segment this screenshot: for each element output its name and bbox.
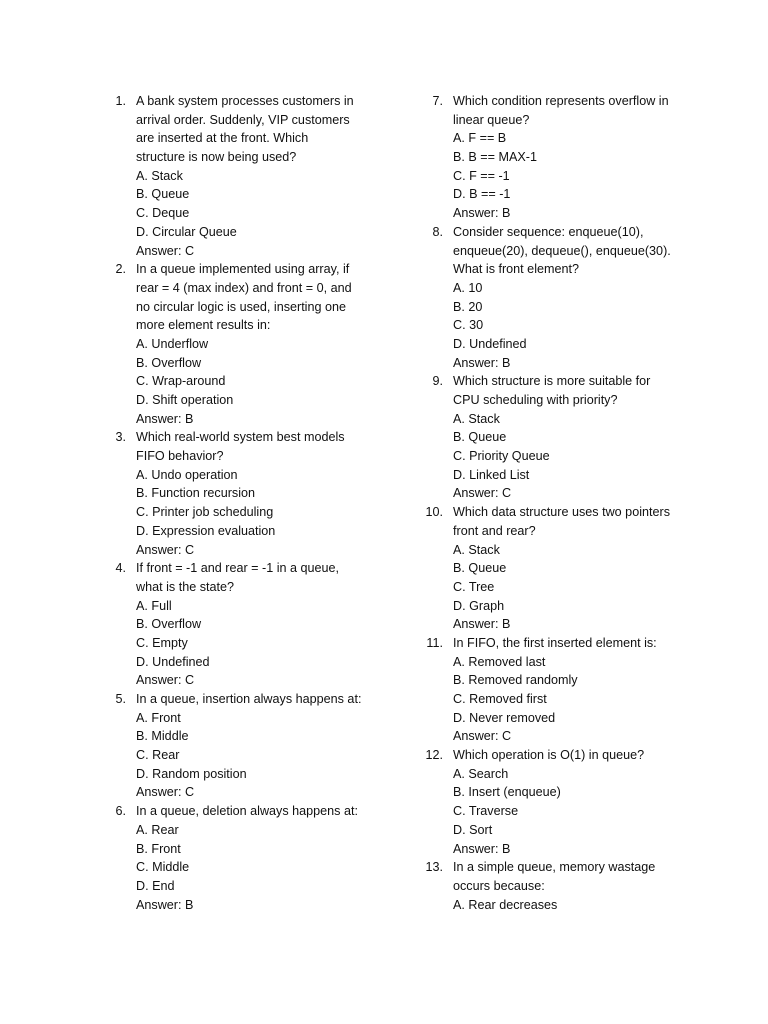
question-item [421, 634, 721, 746]
question-number: 7. [432, 94, 443, 108]
question-text-line [421, 92, 721, 111]
answer-option: C. Rear [136, 748, 180, 763]
question-number: 6. [115, 804, 126, 819]
answer-option: A. Undo operation [136, 467, 238, 482]
question-text-line [104, 298, 404, 317]
question-text: structure is now being used? [136, 150, 297, 165]
answer-option: C. F == -1 [453, 168, 510, 183]
question-text: more element results in: [136, 318, 271, 333]
question-item [104, 260, 404, 428]
question-text-line [421, 877, 721, 896]
question-item [421, 223, 721, 373]
question-text: arrival order. Suddenly, VIP customers [136, 112, 350, 127]
question-text: In a queue, deletion always happens at: [136, 804, 358, 819]
question-text: Which real-world system best models [136, 430, 345, 445]
question-number: 8. [432, 224, 443, 239]
answer-option: C. Priority Queue [453, 449, 550, 464]
answer-option: A. 10 [453, 280, 483, 295]
question-text-line [104, 148, 404, 167]
answer-option: B. Insert (enqueue) [453, 785, 561, 800]
question-number: 3. [115, 430, 126, 445]
question-text-line [104, 559, 404, 578]
question-text-line [104, 447, 404, 466]
question-text: In a queue, insertion always happens at: [136, 692, 362, 706]
question-text: occurs because: [453, 878, 545, 893]
answer-option: D. Undefined [453, 336, 527, 351]
question-text: front and rear? [453, 523, 536, 538]
question-text-line [104, 129, 404, 148]
correct-answer: Answer: B [453, 841, 511, 856]
answer-option: D. Circular Queue [136, 224, 237, 239]
answer-option: B. Function recursion [136, 486, 255, 501]
answer-option: C. Printer job scheduling [136, 505, 274, 520]
question-number: 11. [426, 635, 443, 650]
answer-option: C. Removed first [453, 692, 547, 706]
question-text-line [104, 279, 404, 298]
answer-option: B. Queue [453, 430, 507, 445]
question-item [104, 690, 404, 802]
answer-option: A. Search [453, 766, 509, 781]
correct-answer: Answer: B [453, 355, 511, 370]
right-column [421, 92, 721, 914]
answer-option: A. Underflow [136, 336, 209, 351]
answer-option: A. F == B [453, 131, 507, 146]
question-item [104, 559, 404, 690]
question-number: 10. [425, 505, 443, 520]
left-column [104, 92, 404, 914]
answer-option: C. Middle [136, 860, 190, 875]
question-text-line [421, 372, 721, 391]
correct-answer: Answer: C [136, 785, 195, 800]
question-text-line [104, 260, 404, 279]
answer-option: B. Overflow [136, 617, 202, 632]
question-text: Which structure is more suitable for [453, 374, 651, 389]
question-number: 4. [115, 561, 126, 576]
question-text-line [421, 111, 721, 130]
question-text: no circular logic is used, inserting one [136, 299, 347, 314]
question-text: FIFO behavior? [136, 449, 224, 464]
question-text: CPU scheduling with priority? [453, 393, 618, 407]
question-text: are inserted at the front. Which [136, 131, 309, 146]
question-text-line [104, 316, 404, 335]
answer-option: D. Shift operation [136, 393, 234, 407]
answer-option: D. Undefined [136, 654, 210, 669]
question-text: enqueue(20), dequeue(), enqueue(30). [453, 243, 671, 258]
answer-option: B. Overflow [136, 355, 202, 370]
answer-option: A. Stack [136, 168, 183, 183]
question-text-line [104, 802, 404, 821]
answer-option: B. B == MAX-1 [453, 150, 537, 165]
answer-option: B. Removed randomly [453, 673, 578, 688]
question-text: Which operation is O(1) in queue? [453, 748, 645, 763]
correct-answer: Answer: C [136, 243, 195, 258]
answer-option: A. Full [136, 598, 172, 613]
answer-option: A. Stack [453, 542, 500, 557]
answer-option: D. Graph [453, 598, 505, 613]
answer-option: C. Tree [453, 579, 495, 594]
question-text: Which data structure uses two pointers [453, 505, 670, 520]
answer-option: D. Sort [453, 822, 493, 837]
question-item [104, 802, 404, 914]
question-text-line [421, 503, 721, 522]
question-item [421, 858, 721, 914]
answer-option: A. Removed last [453, 654, 546, 669]
correct-answer: Answer: B [453, 206, 511, 221]
question-item [421, 746, 721, 858]
answer-option: B. 20 [453, 299, 483, 314]
answer-option: A. Front [136, 710, 181, 725]
question-number: 1. [115, 94, 126, 108]
question-text-line [421, 858, 721, 877]
correct-answer: Answer: C [136, 542, 195, 557]
question-text-line [104, 428, 404, 447]
question-number: 12. [425, 748, 443, 763]
question-number: 13. [425, 860, 443, 875]
answer-option: D. Random position [136, 766, 247, 781]
question-number: 5. [115, 692, 126, 706]
question-number: 2. [115, 262, 126, 277]
question-text-line [421, 746, 721, 765]
answer-option: D. End [136, 878, 175, 893]
answer-option: B. Queue [453, 561, 507, 576]
correct-answer: Answer: C [453, 486, 512, 501]
question-text-line [104, 690, 404, 709]
answer-option: B. Front [136, 841, 181, 856]
answer-option: D. B == -1 [453, 187, 511, 202]
answer-option: A. Stack [453, 411, 500, 426]
answer-option: B. Queue [136, 187, 190, 202]
answer-option: C. Wrap-around [136, 374, 226, 389]
question-text-line [421, 260, 721, 279]
question-number: 9. [432, 374, 443, 389]
answer-option: C. Empty [136, 635, 188, 650]
question-text-line [421, 223, 721, 242]
answer-option: A. Rear decreases [453, 897, 558, 912]
answer-option: D. Never removed [453, 710, 556, 725]
question-text-line [104, 92, 404, 111]
question-text-line [104, 111, 404, 130]
question-text-line [421, 634, 721, 653]
question-text: In a queue implemented using array, if [136, 262, 350, 277]
question-text: Consider sequence: enqueue(10), [453, 224, 644, 239]
question-item [421, 92, 721, 223]
question-item [421, 372, 721, 503]
answer-option: C. Traverse [453, 804, 519, 819]
question-item [421, 503, 721, 634]
answer-option: D. Expression evaluation [136, 523, 276, 538]
question-text: In FIFO, the first inserted element is: [453, 635, 657, 650]
answer-option: B. Middle [136, 729, 189, 744]
question-item [104, 428, 404, 559]
correct-answer: Answer: B [136, 411, 194, 426]
answer-option: A. Rear [136, 822, 179, 837]
question-text: What is front element? [453, 262, 579, 277]
question-text-line [421, 242, 721, 261]
correct-answer: Answer: C [453, 729, 512, 744]
question-text: A bank system processes customers in [136, 94, 354, 108]
question-text: If front = -1 and rear = -1 in a queue, [136, 561, 340, 576]
correct-answer: Answer: C [136, 673, 195, 688]
question-text: what is the state? [136, 579, 235, 594]
correct-answer: Answer: B [453, 617, 511, 632]
question-text: In a simple queue, memory wastage [453, 860, 656, 875]
answer-option: C. 30 [453, 318, 484, 333]
answer-option: C. Deque [136, 206, 190, 221]
question-text: rear = 4 (max index) and front = 0, and [136, 280, 352, 295]
question-text-line [421, 522, 721, 541]
question-text-line [421, 391, 721, 410]
correct-answer: Answer: B [136, 897, 194, 912]
question-item [104, 92, 404, 260]
question-text: linear queue? [453, 112, 530, 127]
answer-option: D. Linked List [453, 467, 530, 482]
question-text-line [104, 578, 404, 597]
question-text: Which condition represents overflow in [453, 94, 669, 108]
